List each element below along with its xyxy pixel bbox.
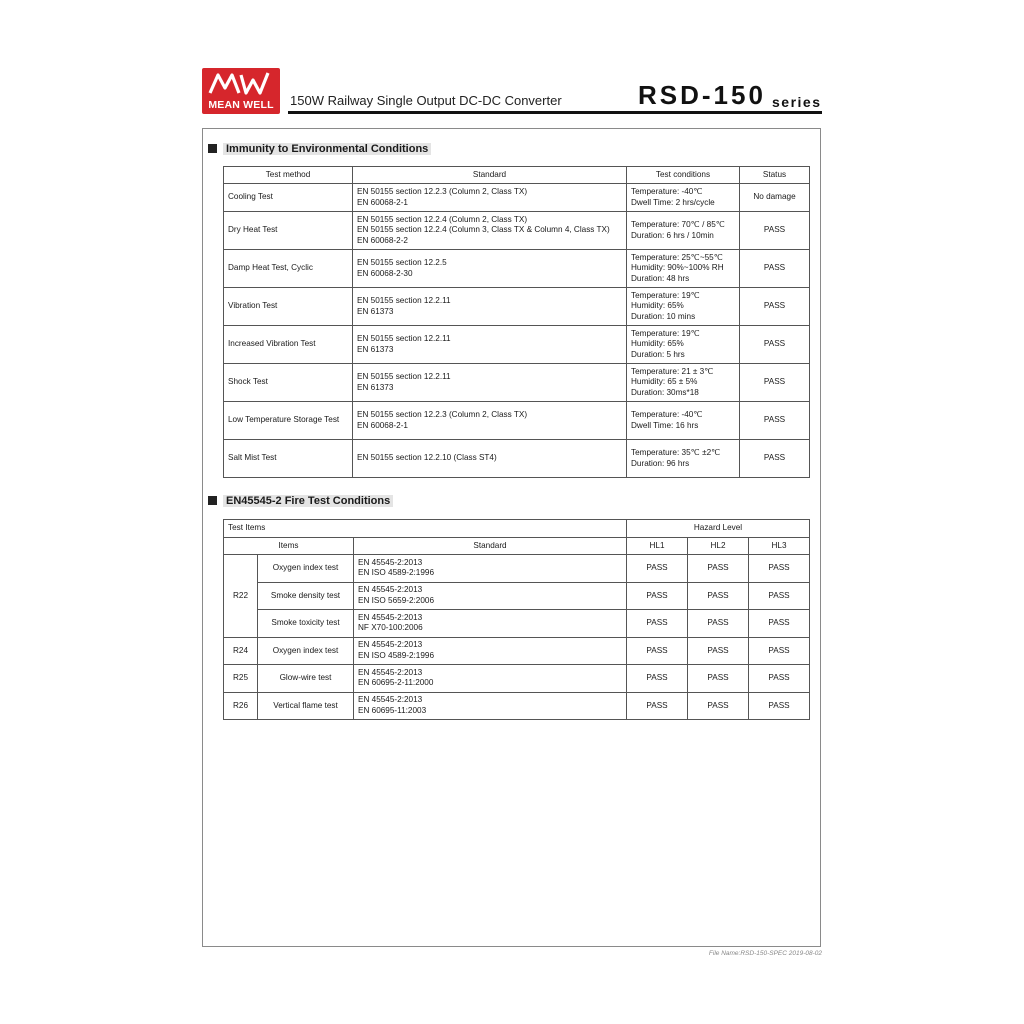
table-row xyxy=(224,582,810,610)
header-hl2: HL2 xyxy=(688,538,749,555)
header-items: Items xyxy=(224,538,354,555)
table-row xyxy=(224,250,810,288)
hazard-result-cell: PASS xyxy=(627,555,688,583)
hazard-result-cell: PASS xyxy=(688,665,749,693)
header-status: Status xyxy=(740,167,810,184)
hazard-result-cell: PASS xyxy=(749,637,810,665)
text-line: Duration: 5 hrs xyxy=(631,349,685,359)
header-hazard-level: Hazard Level xyxy=(627,520,810,538)
text-line: Dwell Time: 2 hrs/cycle xyxy=(631,197,715,207)
item-cell: Oxygen index test xyxy=(258,637,354,665)
text-line: EN 60695-2-11:2000 xyxy=(358,678,434,688)
text-line: EN 60695-11:2003 xyxy=(358,705,427,715)
test-conditions-cell xyxy=(627,440,740,478)
standard-cell xyxy=(354,610,627,638)
hazard-result-cell: PASS xyxy=(627,692,688,720)
bullet-square-icon xyxy=(208,144,217,153)
test-conditions-cell xyxy=(627,402,740,440)
immunity-table xyxy=(223,166,810,478)
hazard-result-cell: PASS xyxy=(627,582,688,610)
text-line: Temperature: -40℃ xyxy=(631,187,703,196)
standard-cell xyxy=(353,326,627,364)
file-name-footer: File Name:RSD-150-SPEC 2019-08-02 xyxy=(708,950,822,957)
standard-cell xyxy=(353,288,627,326)
text-line: EN 45545-2:2013 xyxy=(358,667,423,677)
logo-text: MEAN WELL xyxy=(208,99,274,111)
text-line: EN 60068-2-30 xyxy=(357,268,413,278)
fire-section-title: EN45545-2 Fire Test Conditions xyxy=(208,494,393,508)
text-line: EN 45545-2:2013 xyxy=(358,695,423,705)
status-cell: PASS xyxy=(740,440,810,478)
standard-cell xyxy=(353,250,627,288)
test-method-cell: Shock Test xyxy=(224,364,353,402)
hazard-result-cell: PASS xyxy=(688,692,749,720)
hazard-result-cell: PASS xyxy=(688,582,749,610)
text-line: EN 50155 section 12.2.11 xyxy=(357,334,451,343)
text-line: Humidity: 65 ± 5% xyxy=(631,377,698,387)
hazard-result-cell: PASS xyxy=(627,637,688,665)
table-row xyxy=(224,288,810,326)
text-line: Temperature: 25℃~55℃ xyxy=(631,252,723,262)
text-line: EN ISO 4589-2:1996 xyxy=(358,650,435,660)
item-cell: Oxygen index test xyxy=(258,555,354,583)
text-line: EN 50155 section 12.2.3 (Column 2, Class TX) xyxy=(357,410,528,419)
status-cell: PASS xyxy=(740,250,810,288)
standard-cell xyxy=(354,555,627,583)
table-row xyxy=(224,692,810,720)
text-line: Duration: 6 hrs / 10min xyxy=(631,230,714,240)
table-row xyxy=(224,364,810,402)
standard-cell xyxy=(353,212,627,250)
hazard-result-cell: PASS xyxy=(688,637,749,665)
header-test-items: Test Items xyxy=(224,520,627,538)
text-line: EN 60068-2-1 xyxy=(357,197,408,207)
text-line: EN 50155 section 12.2.11 xyxy=(357,372,451,381)
mean-well-logo xyxy=(202,68,280,114)
text-line: EN 61373 xyxy=(357,382,394,392)
header-hl3: HL3 xyxy=(749,538,810,555)
test-method-cell: Salt Mist Test xyxy=(224,440,353,478)
standard-cell xyxy=(354,582,627,610)
group-cell: R25 xyxy=(224,665,258,693)
table-row xyxy=(224,440,810,478)
text-line: EN ISO 5659-2:2006 xyxy=(358,595,435,605)
text-line: EN 50155 section 12.2.11 xyxy=(357,296,451,305)
table-row xyxy=(224,184,810,212)
standard-cell xyxy=(354,637,627,665)
bullet-square-icon xyxy=(208,496,217,505)
test-conditions-cell xyxy=(627,184,740,212)
item-cell: Smoke toxicity test xyxy=(258,610,354,638)
text-line: Temperature: 35℃ ±2℃ xyxy=(631,448,721,457)
text-line: Humidity: 90%~100% RH xyxy=(631,263,724,273)
test-method-cell: Increased Vibration Test xyxy=(224,326,353,364)
text-line: EN ISO 4589-2:1996 xyxy=(358,568,435,578)
test-method-cell: Cooling Test xyxy=(224,184,353,212)
hazard-result-cell: PASS xyxy=(627,665,688,693)
immunity-section-title: Immunity to Environmental Conditions xyxy=(208,142,431,156)
hazard-result-cell: PASS xyxy=(749,692,810,720)
hazard-result-cell: PASS xyxy=(749,555,810,583)
test-conditions-cell xyxy=(627,364,740,402)
standard-cell xyxy=(353,402,627,440)
table-header-row xyxy=(224,167,810,184)
text-line: EN 60068-2-2 xyxy=(357,235,408,245)
item-cell: Vertical flame test xyxy=(258,692,354,720)
test-method-cell: Damp Heat Test, Cyclic xyxy=(224,250,353,288)
text-line: EN 50155 section 12.2.10 (Class ST4) xyxy=(357,453,497,463)
mw-logo-mark-icon xyxy=(208,71,274,97)
header-test-method: Test method xyxy=(224,167,353,184)
hazard-result-cell: PASS xyxy=(749,582,810,610)
text-line: EN 45545-2:2013 xyxy=(358,585,423,595)
text-line: Temperature: 19℃ xyxy=(631,328,700,338)
document-subtitle: 150W Railway Single Output DC-DC Converter xyxy=(290,93,562,108)
standard-cell xyxy=(353,184,627,212)
test-method-cell: Low Temperature Storage Test xyxy=(224,402,353,440)
text-line: Temperature: 70℃ / 85℃ xyxy=(631,220,725,229)
text-line: Humidity: 65% xyxy=(631,301,684,311)
table-row xyxy=(224,610,810,638)
status-cell: No damage xyxy=(740,184,810,212)
text-line: Temperature: 21 ± 3℃ xyxy=(631,366,714,376)
model-name: RSD-150 xyxy=(638,80,766,110)
text-line: EN 50155 section 12.2.4 (Column 3, Class TX & Column 4, Class TX) xyxy=(357,225,610,235)
group-cell: R22 xyxy=(224,555,258,638)
fire-table xyxy=(223,519,810,720)
standard-cell xyxy=(353,440,627,478)
header-standard: Standard xyxy=(353,167,627,184)
item-cell: Glow-wire test xyxy=(258,665,354,693)
test-conditions-cell xyxy=(627,288,740,326)
status-cell: PASS xyxy=(740,212,810,250)
standard-cell xyxy=(353,364,627,402)
header-hl1: HL1 xyxy=(627,538,688,555)
text-line: Duration: 10 mins xyxy=(631,311,696,321)
status-cell: PASS xyxy=(740,364,810,402)
test-method-cell: Dry Heat Test xyxy=(224,212,353,250)
text-line: Dwell Time: 16 hrs xyxy=(631,420,699,430)
table-header-row xyxy=(224,538,810,555)
test-conditions-cell xyxy=(627,212,740,250)
text-line: Humidity: 65% xyxy=(631,339,684,349)
text-line: EN 60068-2-1 xyxy=(357,420,408,430)
text-line: Duration: 30ms*18 xyxy=(631,387,699,397)
table-row xyxy=(224,665,810,693)
hazard-result-cell: PASS xyxy=(627,610,688,638)
series-label: series xyxy=(772,94,822,110)
table-row xyxy=(224,212,810,250)
standard-cell xyxy=(354,692,627,720)
hazard-result-cell: PASS xyxy=(749,610,810,638)
table-row xyxy=(224,402,810,440)
text-line: EN 50155 section 12.2.4 (Column 2, Class TX) xyxy=(357,214,528,224)
status-cell: PASS xyxy=(740,288,810,326)
text-line: Temperature: 19℃ xyxy=(631,290,700,300)
table-row xyxy=(224,326,810,364)
status-cell: PASS xyxy=(740,402,810,440)
header-standard: Standard xyxy=(354,538,627,555)
test-conditions-cell xyxy=(627,250,740,288)
test-method-cell: Vibration Test xyxy=(224,288,353,326)
group-cell: R24 xyxy=(224,637,258,665)
text-line: EN 61373 xyxy=(357,344,394,354)
hazard-result-cell: PASS xyxy=(688,555,749,583)
hazard-result-cell: PASS xyxy=(749,665,810,693)
item-cell: Smoke density test xyxy=(258,582,354,610)
text-line: EN 61373 xyxy=(357,306,394,316)
text-line: EN 50155 section 12.2.3 (Column 2, Class TX) xyxy=(357,187,528,196)
text-line: Duration: 96 hrs xyxy=(631,458,690,468)
text-line: EN 45545-2:2013 xyxy=(358,557,423,567)
table-header-row xyxy=(224,520,810,538)
text-line: NF X70-100:2006 xyxy=(358,623,423,633)
header-rule xyxy=(288,111,822,114)
status-cell: PASS xyxy=(740,326,810,364)
test-conditions-cell xyxy=(627,326,740,364)
table-row xyxy=(224,555,810,583)
table-row xyxy=(224,637,810,665)
group-cell: R26 xyxy=(224,692,258,720)
standard-cell xyxy=(354,665,627,693)
text-line: EN 45545-2:2013 xyxy=(358,612,423,622)
hazard-result-cell: PASS xyxy=(688,610,749,638)
header-test-conditions: Test conditions xyxy=(627,167,740,184)
text-line: EN 50155 section 12.2.5 xyxy=(357,258,447,267)
text-line: EN 45545-2:2013 xyxy=(358,640,423,650)
text-line: Duration: 48 hrs xyxy=(631,273,690,283)
text-line: Temperature: -40℃ xyxy=(631,410,703,419)
